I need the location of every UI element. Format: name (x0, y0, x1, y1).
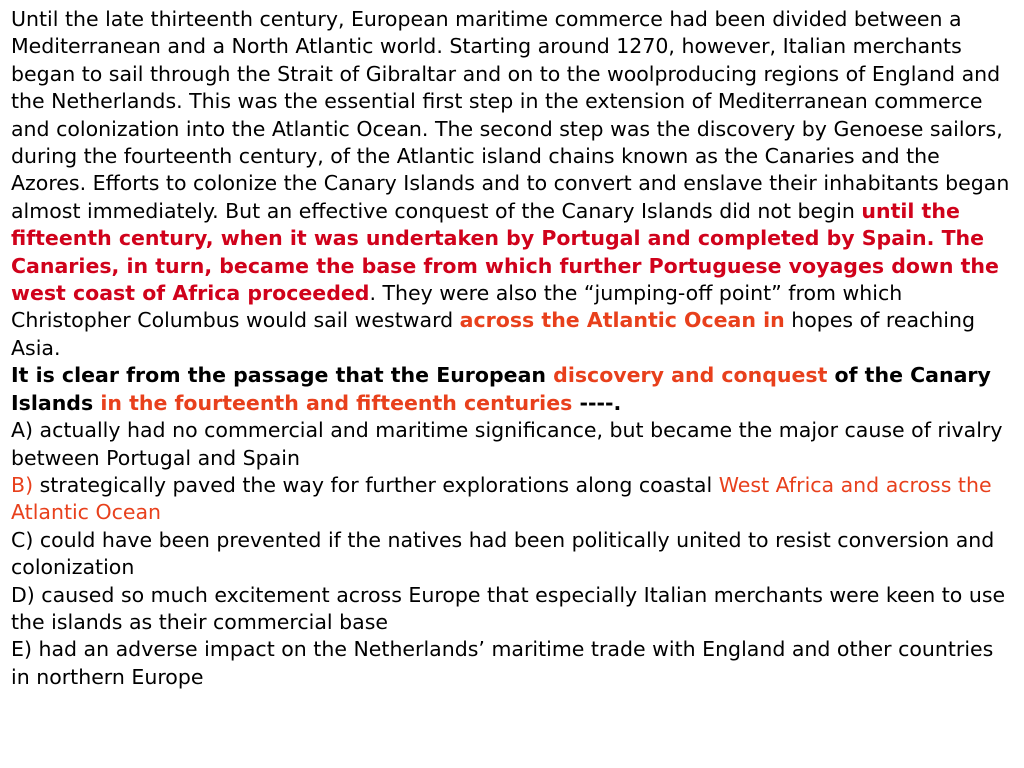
reading-passage (11, 6, 1016, 362)
option-b-text: strategically paved the way for further explorations along coastal (33, 472, 719, 497)
passage-highlight-conquest: until the fifteenth century, when it was undertaken by Portugal and completed by Spain. The Canaries, in turn, became the base from which further Portuguese voyages down the west coast of Africa proceeded (11, 198, 999, 306)
passage-text: . They were also the “jumping-off point” from which Christopher Columbus would sail westward (11, 281, 903, 333)
passage-text: hopes of reaching Asia. (11, 308, 975, 360)
question-text: of the Canary Islands (11, 363, 991, 415)
passage-highlight-atlantic: across the Atlantic Ocean in (459, 308, 785, 333)
option-c[interactable]: C) could have been prevented if the natives had been politically united to resist conversion and colonization (11, 527, 995, 580)
option-b-label: B) (11, 472, 34, 497)
question-text: ----. (572, 390, 622, 415)
option-b[interactable] (11, 472, 1016, 527)
option-d[interactable]: D) caused so much excitement across Europe that especially Italian merchants were keen to use the islands as their commercial base (11, 582, 1006, 634)
question-text: It is clear from the passage that the European (11, 363, 554, 388)
question-highlight-discovery: discovery and conquest (553, 363, 828, 388)
passage-text: Until the late thirteenth century, European maritime commerce had been divided between a Mediterranean and a North Atlantic world. Starting around 1270, however, Italian merchants began to sail through the Strait of Gibraltar and on to the woolproducing regions of England and the Netherlands. This was the essential first step in the extension of Mediterranean commerce and colonization into the Atlantic Ocean. The second step was the discovery by Genoese sailors, during the fourteenth century, of the Atlantic island chains known as the Canaries and the Azores. Efforts to colonize the Canary Islands and to convert and enslave their inhabitants began almost immediately. But an effective conquest of the Canary Islands did not begin (11, 7, 1010, 223)
option-b-highlight: West Africa and across the Atlantic Ocean (11, 472, 992, 525)
question-highlight-centuries: in the fourteenth and fifteenth centuries (100, 390, 573, 415)
question-stem (11, 362, 1016, 417)
option-a[interactable]: A) actually had no commercial and maritime significance, but became the major cause of rivalry between Portugal and Spain (11, 418, 1003, 470)
option-e[interactable]: E) had an adverse impact on the Netherlands’ maritime trade with England and other countries in northern Europe (11, 637, 994, 689)
